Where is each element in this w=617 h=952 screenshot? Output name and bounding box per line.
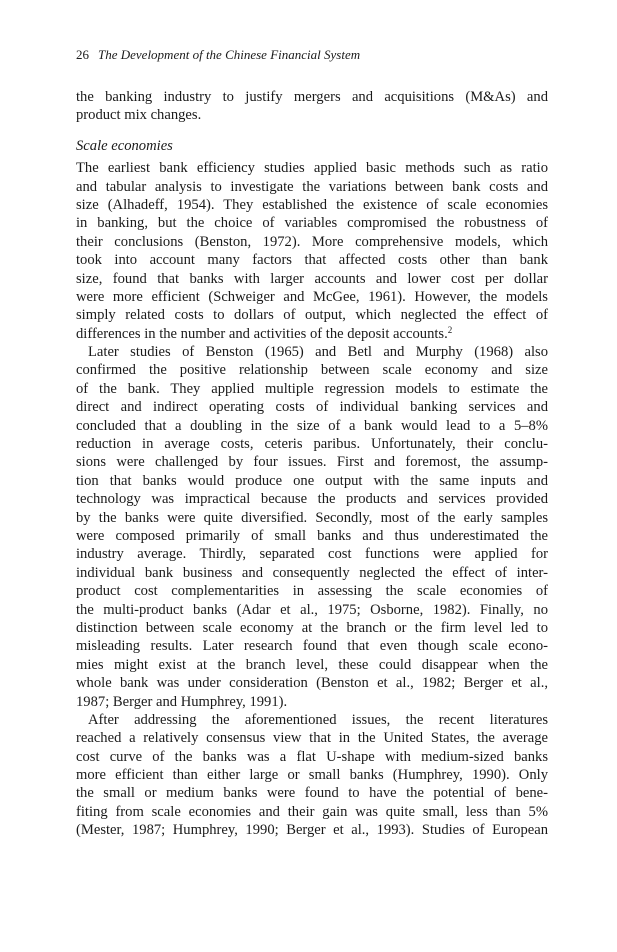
paragraph bbox=[76, 343, 548, 711]
text-line bbox=[76, 288, 548, 306]
line-text: were composed primarily of small banks and thus underestimated the bbox=[76, 527, 548, 544]
running-title: The Development of the Chinese Financial System bbox=[98, 47, 361, 62]
text-line bbox=[76, 214, 548, 232]
text-line bbox=[76, 674, 548, 692]
footnote-marker[interactable]: 2 bbox=[447, 324, 453, 335]
text-line bbox=[76, 490, 548, 508]
line-text: misleading results. Later research found that even though scale econo- bbox=[76, 638, 548, 655]
text-line bbox=[76, 564, 548, 582]
line-text: of the bank. They applied multiple regression models to estimate the bbox=[76, 380, 548, 397]
line-text: product mix changes. bbox=[76, 107, 202, 124]
line-text: The earliest bank efficiency studies applied basic methods such as ratio bbox=[76, 160, 548, 177]
text-line bbox=[76, 251, 548, 269]
text-line bbox=[76, 435, 548, 453]
page-body bbox=[76, 88, 548, 840]
line-text: fiting from scale economies and their gain was quite small, less than 5% bbox=[76, 803, 548, 820]
line-text: sions were challenged by four issues. First and foremost, the assump- bbox=[76, 454, 548, 471]
line-text: concluded that a doubling in the size of a bank would lead to a 5–8% bbox=[76, 417, 548, 434]
line-text: direct and indirect operating costs of individual banking services and bbox=[76, 399, 548, 416]
text-line bbox=[76, 527, 548, 545]
line-text: whole bank was under consideration (Benston et al., 1982; Berger et al., bbox=[76, 675, 548, 692]
text-line bbox=[76, 398, 548, 416]
text-line bbox=[76, 343, 548, 361]
line-text: distinction between scale economy at the branch or the firm level led to bbox=[76, 619, 548, 636]
line-text: size, found that banks with larger accounts and lower cost per dollar bbox=[76, 270, 548, 287]
line-text: and tabular analysis to investigate the variations between bank costs and bbox=[76, 178, 548, 195]
paragraph bbox=[76, 88, 548, 125]
line-text: more efficient than either large or small banks (Humphrey, 1990). Only bbox=[76, 767, 548, 784]
text-line bbox=[76, 380, 548, 398]
line-text: Later studies of Benston (1965) and Betl and Murphy (1968) also bbox=[88, 344, 548, 361]
section-heading: Scale economies bbox=[76, 137, 173, 154]
text-line bbox=[76, 637, 548, 655]
text-line bbox=[76, 619, 548, 637]
line-text: in banking, but the choice of variables compromised the robustness of bbox=[76, 215, 548, 232]
text-line bbox=[76, 729, 548, 747]
text-line bbox=[76, 582, 548, 600]
text-line bbox=[76, 803, 548, 821]
line-text: simply related costs to dollars of output, which neglected the effect of bbox=[76, 307, 548, 324]
text-line bbox=[76, 233, 548, 251]
line-text: industry average. Thirdly, separated cost functions were applied for bbox=[76, 546, 548, 563]
running-header bbox=[76, 47, 360, 63]
line-text: product cost complementarities in assessing the scale economies of bbox=[76, 583, 548, 600]
line-text: reduction in average costs, ceteris paribus. Unfortunately, their conclu- bbox=[76, 436, 548, 453]
text-line bbox=[76, 656, 548, 674]
text-line bbox=[76, 106, 548, 124]
line-text: individual bank business and consequently neglected the effect of inter- bbox=[76, 564, 548, 581]
paragraph bbox=[76, 711, 548, 840]
line-text: by the banks were quite diversified. Secondly, most of the early samples bbox=[76, 509, 548, 526]
text-line bbox=[76, 545, 548, 563]
text-line bbox=[76, 270, 548, 288]
line-text: size (Alhadeff, 1954). They established the existence of scale economies bbox=[76, 196, 548, 213]
text-line bbox=[76, 748, 548, 766]
text-line bbox=[76, 159, 548, 177]
line-text: the banking industry to justify mergers and acquisitions (M&As) and bbox=[76, 89, 548, 105]
text-line bbox=[76, 88, 548, 106]
text-line bbox=[76, 325, 548, 343]
text-line bbox=[76, 453, 548, 471]
line-text: were more efficient (Schweiger and McGee, 1961). However, the models bbox=[76, 288, 548, 305]
text-line bbox=[76, 601, 548, 619]
line-text: (Mester, 1987; Humphrey, 1990; Berger et al., 1993). Studies of European bbox=[76, 822, 548, 839]
text-line bbox=[76, 693, 548, 711]
text-line bbox=[76, 178, 548, 196]
paragraph bbox=[76, 159, 548, 343]
line-text: differences in the number and activities of the deposit accounts. bbox=[76, 325, 448, 342]
text-line bbox=[76, 784, 548, 802]
text-line bbox=[76, 711, 548, 729]
line-text: 1987; Berger and Humphrey, 1991). bbox=[76, 693, 288, 710]
line-text: reached a relatively consensus view that in the United States, the average bbox=[76, 730, 548, 747]
text-line bbox=[76, 472, 548, 490]
line-text: the small or medium banks were found to have the potential of bene- bbox=[76, 785, 548, 802]
text-line bbox=[76, 417, 548, 435]
page-number: 26 bbox=[76, 47, 89, 62]
line-text: cost curve of the banks was a flat U-shape with medium-sized banks bbox=[76, 748, 548, 765]
line-text: the multi-product banks (Adar et al., 1975; Osborne, 1982). Finally, no bbox=[76, 601, 548, 618]
text-line bbox=[76, 306, 548, 324]
line-text: technology was impractical because the products and services provided bbox=[76, 491, 548, 508]
line-text: After addressing the aforementioned issues, the recent literatures bbox=[88, 711, 548, 728]
line-text: took into account many factors that affected costs other than bank bbox=[76, 252, 548, 269]
line-text: their conclusions (Benston, 1972). More comprehensive models, which bbox=[76, 233, 548, 250]
text-line bbox=[76, 509, 548, 527]
line-text: mies might exist at the branch level, these could disappear when the bbox=[76, 656, 548, 673]
line-text: tion that banks would produce one output with the same inputs and bbox=[76, 472, 548, 489]
text-line bbox=[76, 821, 548, 839]
text-line bbox=[76, 196, 548, 214]
text-line bbox=[76, 361, 548, 379]
line-text: confirmed the positive relationship between scale economy and size bbox=[76, 362, 548, 379]
text-line bbox=[76, 766, 548, 784]
